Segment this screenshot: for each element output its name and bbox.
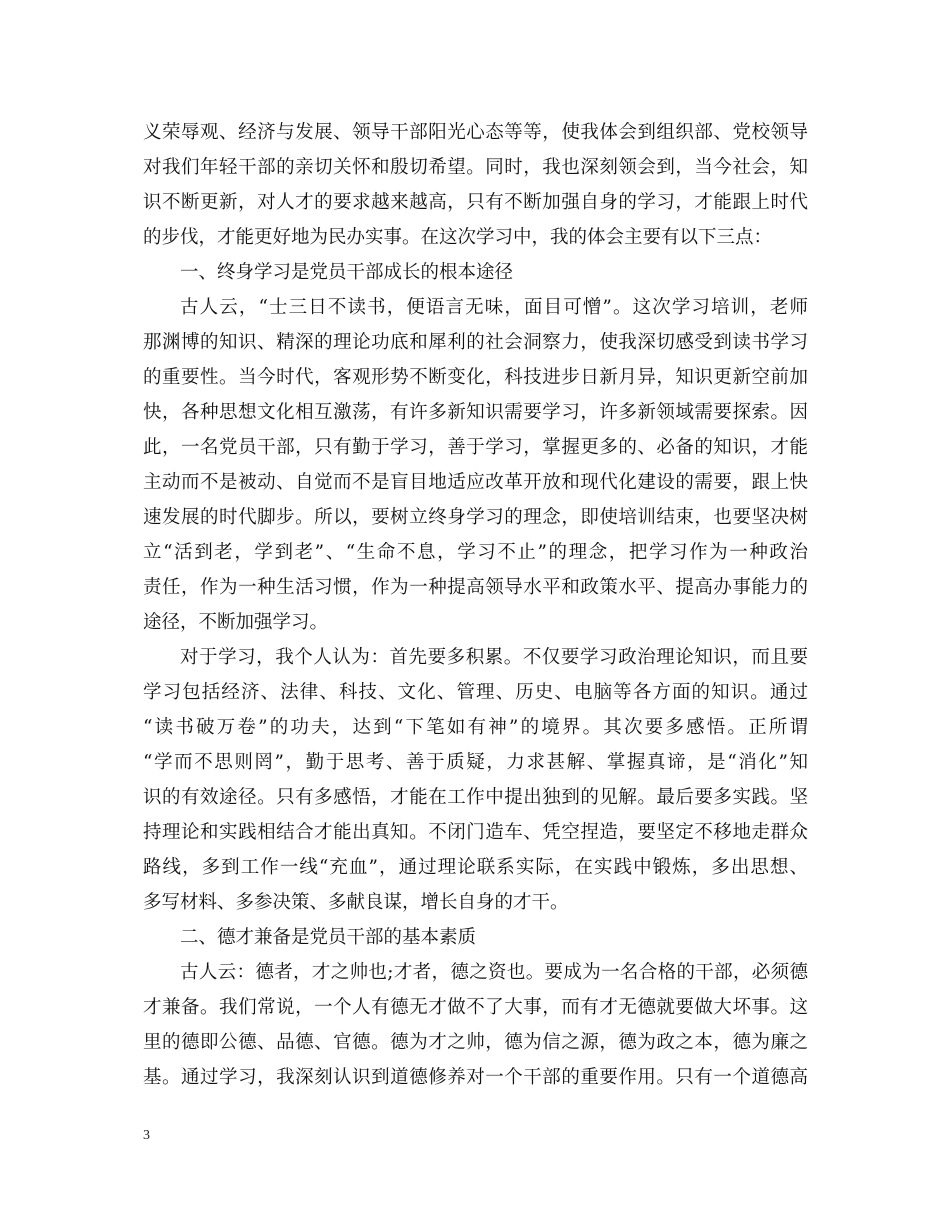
text-line: 对我们年轻干部的亲切关怀和殷切希望。同时，我也深刻领会到，当今社会，知 xyxy=(143,157,808,178)
text-line: 古人云：德者，才之帅也;才者，德之资也。要成为一名合格的干部，必须德 xyxy=(180,962,808,983)
text-line: 识不断更新，对人才的要求越来越高，只有不断加强自身的学习，才能跟上时代 xyxy=(143,192,808,213)
text-line: 才兼备。我们常说，一个人有德无才做不了大事，而有才无德就要做大坏事。这 xyxy=(143,997,808,1018)
text-line: 里的德即公德、品德、官德。德为才之帅，德为信之源，德为政之本，德为廉之 xyxy=(143,1032,808,1053)
page-number: 3 xyxy=(143,1128,150,1143)
text-line: 的步伐，才能更好地为民办实事。在这次学习中，我的体会主要有以下三点： xyxy=(143,227,773,248)
text-line: 义荣辱观、经济与发展、领导干部阳光心态等等，使我体会到组织部、党校领导 xyxy=(143,122,808,143)
text-line: 古人云，“士三日不读书，便语言无味，面目可憎”。这次学习培训，老师 xyxy=(180,297,808,318)
text-line: 二、德才兼备是党员干部的基本素质 xyxy=(180,927,477,948)
text-line: 那渊博的知识、精深的理论功底和犀利的社会洞察力，使我深切感受到读书学习 xyxy=(143,332,808,353)
document-body xyxy=(143,115,808,1095)
text-line: “学而不思则罔”，勤于思考、善于质疑，力求甚解、掌握真谛，是“消化”知 xyxy=(143,752,808,773)
text-line: 的重要性。当今时代，客观形势不断变化，科技进步日新月异，知识更新空前加 xyxy=(143,367,808,388)
text-line: 此，一名党员干部，只有勤于学习，善于学习，掌握更多的、必备的知识，才能 xyxy=(143,437,808,458)
text-line: 快，各种思想文化相互激荡，有许多新知识需要学习，许多新领域需要探索。因 xyxy=(143,402,808,423)
text-line: “读书破万卷”的功夫，达到“下笔如有神”的境界。其次要多感悟。正所谓 xyxy=(143,717,808,738)
text-line: 基。通过学习，我深刻认识到道德修养对一个干部的重要作用。只有一个道德高 xyxy=(143,1067,808,1088)
text-line: 持理论和实践相结合才能出真知。不闭门造车、凭空捏造，要坚定不移地走群众 xyxy=(143,822,808,843)
text-line: 主动而不是被动、自觉而不是盲目地适应改革开放和现代化建设的需要，跟上快 xyxy=(143,472,808,493)
text-line: 多写材料、多参决策、多献良谋，增长自身的才干。 xyxy=(143,892,569,913)
text-line: 立“活到老，学到老”、“生命不息，学习不止”的理念，把学习作为一种政治 xyxy=(143,542,808,563)
text-line: 路线，多到工作一线“充血”，通过理论联系实际，在实践中锻炼，多出思想、 xyxy=(143,857,808,878)
text-line: 对于学习，我个人认为：首先要多积累。不仅要学习政治理论知识，而且要 xyxy=(180,647,808,668)
text-line: 学习包括经济、法律、科技、文化、管理、历史、电脑等各方面的知识。通过 xyxy=(143,682,808,703)
text-line: 速发展的时代脚步。所以，要树立终身学习的理念，即使培训结束，也要坚决树 xyxy=(143,507,808,528)
text-line: 识的有效途径。只有多感悟，才能在工作中提出独到的见解。最后要多实践。坚 xyxy=(143,787,808,808)
text-line: 责任，作为一种生活习惯，作为一种提高领导水平和政策水平、提高办事能力的 xyxy=(143,577,808,598)
text-line: 一、终身学习是党员干部成长的根本途径 xyxy=(180,262,514,283)
text-line: 途径，不断加强学习。 xyxy=(143,612,329,633)
